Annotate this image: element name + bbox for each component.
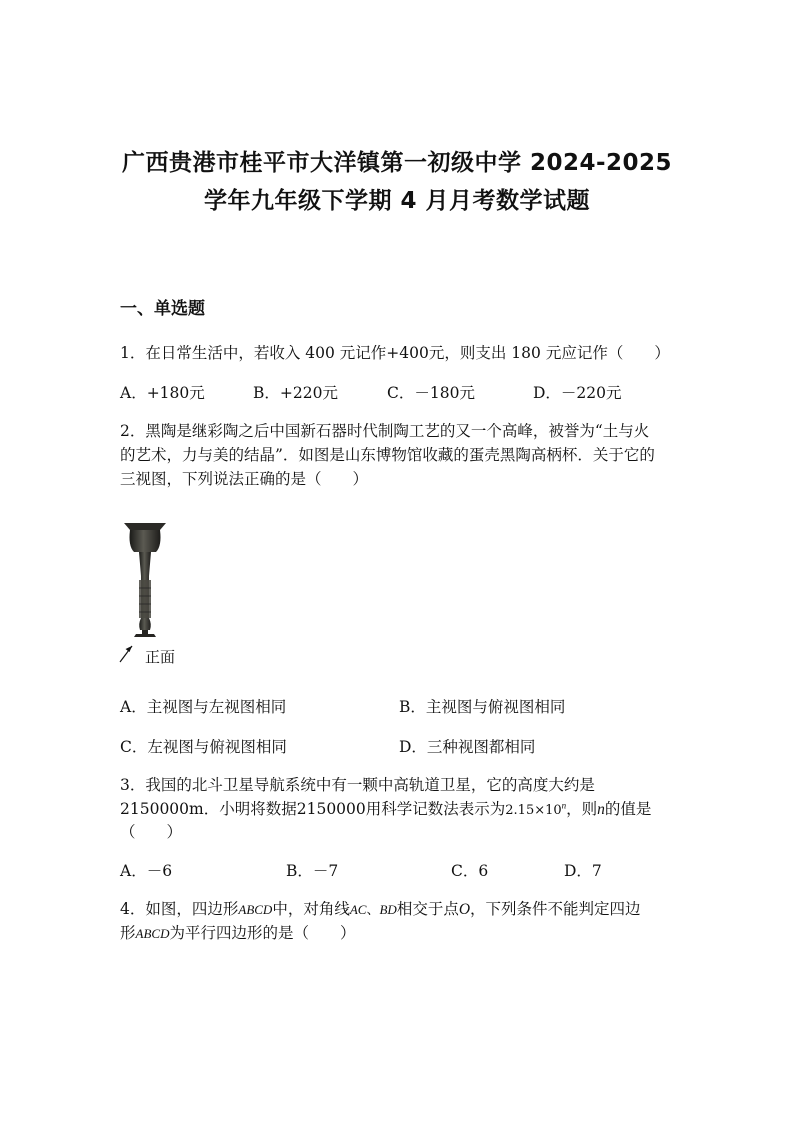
q4-text-d: ，下列条件不能判定四边 (470, 900, 641, 918)
q3-option-a: A．－6 (120, 862, 173, 880)
question-2-stem-line-1: 2．黑陶是继彩陶之后中国新石器时代制陶工艺的又一个高峰，被誉为“土与火 (120, 422, 650, 440)
q3-option-b: B．－7 (286, 862, 339, 880)
q3-text-b: ，则 (566, 800, 598, 818)
question-2-stem-line-2: 的艺术，力与美的结晶”．如图是山东博物馆收藏的蛋壳黑陶高柄杯．关于它的 (120, 446, 655, 464)
q4-text-e: 形 (120, 924, 136, 942)
q3-variable-n: n (597, 801, 605, 818)
q2-option-c: C．左视图与俯视图相同 (120, 738, 287, 756)
q3-sci-base: 2.15×10 (505, 803, 562, 818)
q4-text-a: 4．如图，四边形 (120, 900, 239, 918)
question-3-stem-line-3: （ ） (120, 823, 183, 841)
q3-option-d: D．7 (564, 862, 602, 880)
exam-title-line-1: 广西贵港市桂平市大洋镇第一初级中学 2024-2025 (121, 150, 673, 176)
q2-option-a: A．主视图与左视图相同 (120, 698, 287, 716)
q4-text-c: 相交于点 (396, 900, 459, 918)
q1-option-a: A．+180元 (120, 384, 205, 402)
q1-option-d: D．－220元 (533, 384, 622, 402)
q1-option-c: C．－180元 (387, 384, 475, 402)
question-3-stem-line-1: 3．我国的北斗卫星导航系统中有一颗中高轨道卫星，它的高度大约是 (120, 776, 595, 794)
q3-sci-exponent: n (561, 800, 567, 811)
question-4-stem-line-2 (120, 921, 355, 943)
figure-front-label: 正面 (145, 648, 176, 666)
q1-option-b: B．+220元 (253, 384, 338, 402)
q4-point-o: O (458, 901, 471, 918)
q4-diagonal-ac: AC (349, 902, 367, 917)
q4-text-f: 为平行四边形的是（ ） (169, 924, 356, 942)
q4-diagonal-bd: BD (379, 902, 397, 917)
q4-quad-abcd: ABCD (238, 902, 273, 917)
q3-option-c: C．6 (451, 862, 489, 880)
q2-option-d: D．三种视图都相同 (399, 738, 536, 756)
q3-text-c: 的值是 (604, 800, 652, 818)
question-4-stem-line-1 (120, 897, 641, 919)
question-1-stem: 1．在日常生活中，若收入 400 元记作+400元，则支出 180 元应记作（ ） (120, 344, 670, 362)
section-heading: 一、单选题 (120, 299, 205, 319)
q3-text-a: 2150000m．小明将数据2150000用科学记数法表示为 (120, 800, 506, 818)
q3-scientific-notation (505, 800, 567, 818)
q2-option-b: B．主视图与俯视图相同 (399, 698, 566, 716)
q4-separator: 、 (366, 903, 380, 918)
question-2-stem-line-3: 三视图，下列说法正确的是（ ） (120, 470, 369, 488)
q4-text-b: 中，对角线 (272, 900, 350, 918)
question-3-stem-line-2 (120, 797, 651, 819)
exam-title-line-2: 学年九年级下学期 4 月月考数学试题 (203, 188, 591, 214)
q4-quad-abcd-2: ABCD (135, 926, 170, 941)
